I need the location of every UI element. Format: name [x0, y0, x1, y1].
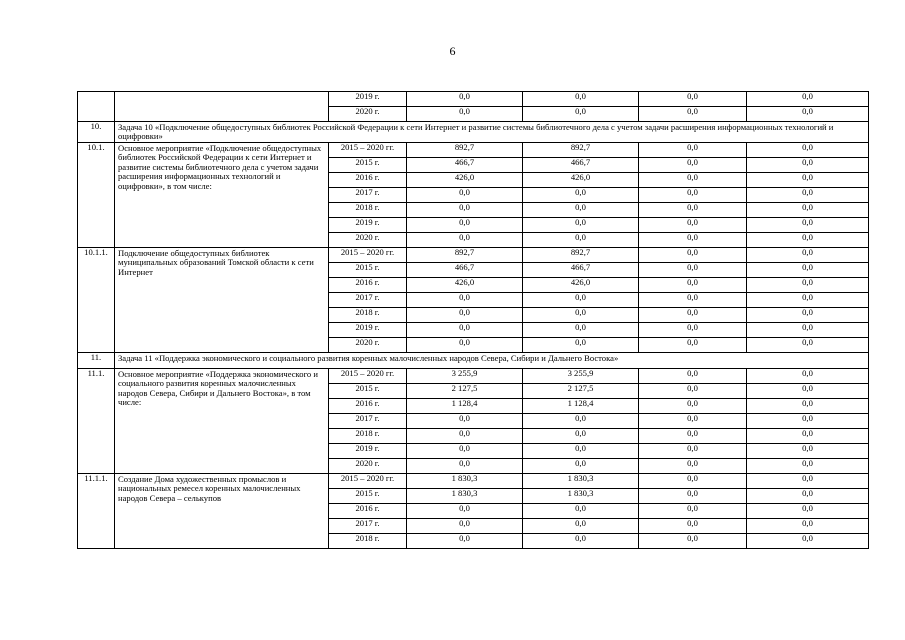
value-cell: 0,0 — [639, 413, 747, 428]
year-cell: 2020 г. — [329, 337, 407, 352]
value-cell: 0,0 — [523, 292, 639, 307]
table-row — [78, 247, 869, 262]
value-cell: 0,0 — [747, 262, 869, 277]
year-cell: 2017 г. — [329, 413, 407, 428]
value-cell: 0,0 — [639, 518, 747, 533]
value-cell: 0,0 — [523, 458, 639, 473]
value-cell: 0,0 — [523, 217, 639, 232]
value-cell: 0,0 — [639, 337, 747, 352]
year-cell: 2017 г. — [329, 292, 407, 307]
value-cell: 0,0 — [747, 247, 869, 262]
year-cell: 2020 г. — [329, 107, 407, 122]
item-number: 10.1. — [78, 142, 115, 247]
budget-table — [77, 91, 869, 549]
value-cell: 0,0 — [407, 518, 523, 533]
value-cell: 0,0 — [639, 262, 747, 277]
value-cell: 0,0 — [407, 107, 523, 122]
value-cell: 0,0 — [747, 458, 869, 473]
table-row — [78, 368, 869, 383]
year-cell: 2015 – 2020 гг. — [329, 247, 407, 262]
item-number: 11.1.1. — [78, 473, 115, 548]
year-cell: 2019 г. — [329, 322, 407, 337]
task-number: 10. — [78, 122, 115, 143]
value-cell: 0,0 — [523, 232, 639, 247]
value-cell: 0,0 — [747, 518, 869, 533]
item-name: Основное мероприятие «Поддержка экономического и социального развития коренных малочисленных народов Севера, Сибири и Дальнего Востока», в том числе: — [115, 368, 329, 473]
value-cell: 0,0 — [523, 187, 639, 202]
value-cell: 0,0 — [523, 428, 639, 443]
value-cell: 0,0 — [747, 413, 869, 428]
value-cell: 0,0 — [747, 172, 869, 187]
value-cell: 0,0 — [639, 383, 747, 398]
value-cell: 892,7 — [523, 247, 639, 262]
value-cell: 0,0 — [747, 488, 869, 503]
value-cell: 0,0 — [747, 533, 869, 548]
task-title: Задача 11 «Поддержка экономического и социального развития коренных малочисленных народов Севера, Сибири и Дальнего Востока» — [115, 352, 869, 368]
value-cell: 0,0 — [747, 428, 869, 443]
value-cell: 0,0 — [407, 503, 523, 518]
value-cell: 0,0 — [639, 92, 747, 107]
table-body — [78, 92, 869, 549]
value-cell: 0,0 — [407, 187, 523, 202]
value-cell: 0,0 — [639, 488, 747, 503]
value-cell: 0,0 — [407, 337, 523, 352]
value-cell: 0,0 — [407, 92, 523, 107]
item-name: Основное мероприятие «Подключение общедоступных библиотек Российской Федерации к сети Интернет и развитие системы библиотечного дела с учетом задачи расширения информационных технологий и оцифровки», в том числе: — [115, 142, 329, 247]
value-cell: 0,0 — [639, 142, 747, 157]
value-cell: 0,0 — [407, 217, 523, 232]
value-cell: 0,0 — [747, 383, 869, 398]
value-cell: 0,0 — [523, 413, 639, 428]
value-cell: 426,0 — [523, 277, 639, 292]
value-cell: 1 830,3 — [523, 473, 639, 488]
value-cell: 0,0 — [523, 518, 639, 533]
year-cell: 2015 – 2020 гг. — [329, 473, 407, 488]
year-cell: 2016 г. — [329, 503, 407, 518]
value-cell: 0,0 — [523, 322, 639, 337]
value-cell: 0,0 — [747, 157, 869, 172]
value-cell: 466,7 — [407, 262, 523, 277]
value-cell: 426,0 — [407, 172, 523, 187]
value-cell: 892,7 — [407, 247, 523, 262]
year-cell: 2018 г. — [329, 428, 407, 443]
value-cell: 0,0 — [523, 443, 639, 458]
item-name: Создание Дома художественных промыслов и национальных ремесел коренных малочисленных народов Севера – селькупов — [115, 473, 329, 548]
value-cell: 2 127,5 — [523, 383, 639, 398]
value-cell: 0,0 — [639, 157, 747, 172]
item-number — [78, 92, 115, 122]
value-cell: 0,0 — [639, 187, 747, 202]
year-cell: 2019 г. — [329, 92, 407, 107]
value-cell: 0,0 — [747, 187, 869, 202]
year-cell: 2015 г. — [329, 157, 407, 172]
page-number: 6 — [449, 44, 456, 58]
value-cell: 0,0 — [747, 368, 869, 383]
value-cell: 0,0 — [407, 533, 523, 548]
value-cell: 0,0 — [523, 202, 639, 217]
value-cell: 0,0 — [639, 368, 747, 383]
task-number: 11. — [78, 352, 115, 368]
value-cell: 0,0 — [639, 277, 747, 292]
item-number: 10.1.1. — [78, 247, 115, 352]
value-cell: 0,0 — [747, 292, 869, 307]
value-cell: 0,0 — [747, 217, 869, 232]
value-cell: 0,0 — [639, 307, 747, 322]
value-cell: 0,0 — [747, 473, 869, 488]
year-cell: 2019 г. — [329, 217, 407, 232]
year-cell: 2015 г. — [329, 262, 407, 277]
year-cell: 2015 – 2020 гг. — [329, 142, 407, 157]
value-cell: 466,7 — [523, 157, 639, 172]
value-cell: 0,0 — [747, 443, 869, 458]
value-cell: 0,0 — [747, 232, 869, 247]
table-row — [78, 473, 869, 488]
value-cell: 0,0 — [523, 337, 639, 352]
task-row — [78, 122, 869, 143]
value-cell: 0,0 — [407, 307, 523, 322]
value-cell: 0,0 — [523, 92, 639, 107]
value-cell: 0,0 — [407, 443, 523, 458]
value-cell: 0,0 — [523, 107, 639, 122]
value-cell: 0,0 — [523, 503, 639, 518]
value-cell: 0,0 — [747, 277, 869, 292]
value-cell: 426,0 — [407, 277, 523, 292]
year-cell: 2020 г. — [329, 458, 407, 473]
value-cell: 0,0 — [407, 413, 523, 428]
value-cell: 892,7 — [407, 142, 523, 157]
value-cell: 0,0 — [639, 202, 747, 217]
value-cell: 0,0 — [747, 307, 869, 322]
value-cell: 0,0 — [639, 107, 747, 122]
year-cell: 2016 г. — [329, 277, 407, 292]
value-cell: 0,0 — [747, 92, 869, 107]
value-cell: 1 830,3 — [523, 488, 639, 503]
table-row — [78, 92, 869, 107]
value-cell: 3 255,9 — [407, 368, 523, 383]
value-cell: 3 255,9 — [523, 368, 639, 383]
item-name — [115, 92, 329, 122]
year-cell: 2018 г. — [329, 307, 407, 322]
year-cell: 2016 г. — [329, 172, 407, 187]
year-cell: 2015 г. — [329, 383, 407, 398]
year-cell: 2017 г. — [329, 187, 407, 202]
table-row — [78, 142, 869, 157]
year-cell: 2017 г. — [329, 518, 407, 533]
value-cell: 426,0 — [523, 172, 639, 187]
value-cell: 0,0 — [407, 232, 523, 247]
value-cell: 0,0 — [639, 322, 747, 337]
value-cell: 1 830,3 — [407, 488, 523, 503]
value-cell: 0,0 — [639, 172, 747, 187]
value-cell: 0,0 — [747, 503, 869, 518]
year-cell: 2015 – 2020 гг. — [329, 368, 407, 383]
value-cell: 0,0 — [747, 337, 869, 352]
value-cell: 0,0 — [639, 503, 747, 518]
value-cell: 1 830,3 — [407, 473, 523, 488]
year-cell: 2018 г. — [329, 202, 407, 217]
value-cell: 892,7 — [523, 142, 639, 157]
value-cell: 0,0 — [639, 217, 747, 232]
value-cell: 0,0 — [639, 428, 747, 443]
value-cell: 2 127,5 — [407, 383, 523, 398]
year-cell: 2019 г. — [329, 443, 407, 458]
value-cell: 466,7 — [407, 157, 523, 172]
value-cell: 0,0 — [407, 428, 523, 443]
year-cell: 2016 г. — [329, 398, 407, 413]
value-cell: 0,0 — [407, 202, 523, 217]
value-cell: 0,0 — [747, 107, 869, 122]
value-cell: 0,0 — [747, 322, 869, 337]
value-cell: 0,0 — [639, 247, 747, 262]
value-cell: 0,0 — [407, 292, 523, 307]
item-name: Подключение общедоступных библиотек муниципальных образований Томской области к сети Интернет — [115, 247, 329, 352]
value-cell: 0,0 — [747, 142, 869, 157]
value-cell: 0,0 — [639, 443, 747, 458]
value-cell: 0,0 — [639, 533, 747, 548]
value-cell: 0,0 — [639, 292, 747, 307]
value-cell: 0,0 — [407, 458, 523, 473]
year-cell: 2015 г. — [329, 488, 407, 503]
value-cell: 0,0 — [639, 398, 747, 413]
value-cell: 0,0 — [639, 232, 747, 247]
value-cell: 0,0 — [523, 533, 639, 548]
item-number: 11.1. — [78, 368, 115, 473]
value-cell: 0,0 — [407, 322, 523, 337]
value-cell: 0,0 — [639, 458, 747, 473]
year-cell: 2020 г. — [329, 232, 407, 247]
value-cell: 466,7 — [523, 262, 639, 277]
year-cell: 2018 г. — [329, 533, 407, 548]
value-cell: 0,0 — [747, 398, 869, 413]
task-row — [78, 352, 869, 368]
value-cell: 0,0 — [747, 202, 869, 217]
value-cell: 1 128,4 — [407, 398, 523, 413]
value-cell: 1 128,4 — [523, 398, 639, 413]
value-cell: 0,0 — [523, 307, 639, 322]
task-title: Задача 10 «Подключение общедоступных библиотек Российской Федерации к сети Интернет и развитие системы библиотечного дела с учетом задачи расширения информационных технологий и оцифровки» — [115, 122, 869, 143]
value-cell: 0,0 — [639, 473, 747, 488]
